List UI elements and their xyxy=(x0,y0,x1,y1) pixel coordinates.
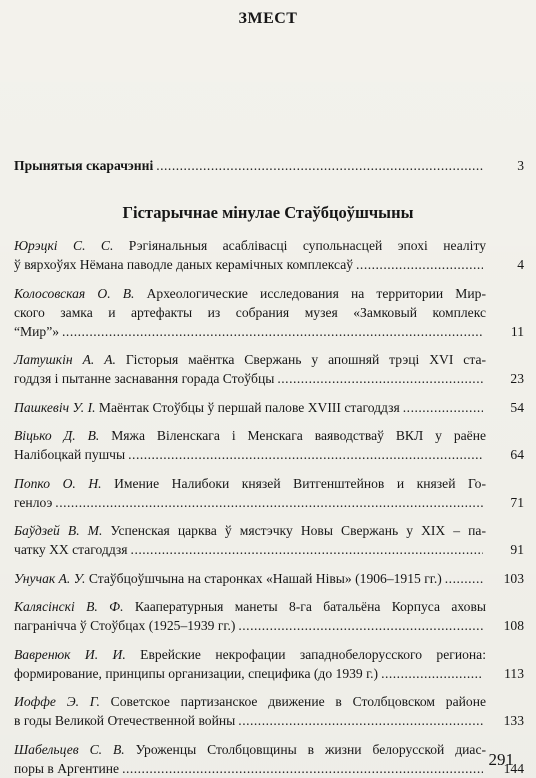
dot-leader xyxy=(156,156,483,175)
dot-leader xyxy=(238,711,483,730)
entry-page-number: 71 xyxy=(510,494,524,510)
entry-title-line xyxy=(14,350,486,369)
preface-title: Прынятыя скарачэнні xyxy=(14,158,154,173)
entry-last-line xyxy=(14,493,486,512)
entry-author: Шабельцев С. В. xyxy=(14,741,125,757)
entry-page-number: 54 xyxy=(510,399,524,415)
entry-title-text: “Мир”» xyxy=(14,323,60,339)
section-title: Гістарычнае мінулае Стаўбцоўшчыны xyxy=(122,203,414,222)
entry-last-line xyxy=(14,616,486,635)
entry-title-line xyxy=(14,645,486,664)
entry-author: Попко О. Н. xyxy=(14,475,102,491)
entry-title-line xyxy=(14,692,486,711)
toc-entry[interactable] xyxy=(14,284,524,341)
entry-title-text: Рэгіянальныя асаблівасці супольнасцей эпохі неаліту xyxy=(128,238,487,253)
entry-title-text: Археологические исследования на территории Мир- xyxy=(146,285,486,301)
dot-leader xyxy=(122,759,483,778)
entry-title-text: поры в Аргентине xyxy=(14,760,120,776)
toc-entry[interactable] xyxy=(14,740,524,778)
dot-leader xyxy=(238,616,483,635)
entry-title-text: Стаўбцоўшчына на старонках «Нашай Нівы» (1906–1915 гг.) xyxy=(88,570,442,586)
entry-page-number: 64 xyxy=(510,447,524,462)
entry-page-number: 144 xyxy=(503,760,524,776)
entry-last-line xyxy=(14,664,486,683)
entry-author: Пашкевіч У. І. xyxy=(14,399,96,415)
entry-author: Баўдзей В. М. xyxy=(14,523,103,538)
entry-page-number: 11 xyxy=(510,323,524,339)
entry-last-line xyxy=(14,759,486,778)
entry-title-line xyxy=(14,236,486,255)
entry-last-line xyxy=(14,322,486,341)
entry-last-line xyxy=(14,445,486,464)
entry-author: Иоффе Э. Г. xyxy=(14,694,100,709)
entry-last-line xyxy=(14,711,486,730)
toc-entry[interactable] xyxy=(14,474,524,512)
entry-author: Унучак А. У. xyxy=(14,570,86,586)
toc-entry[interactable] xyxy=(14,426,524,464)
entry-title-line xyxy=(14,597,486,616)
entry-author: Вавренюк И. И. xyxy=(14,646,126,662)
entry-page-number: 113 xyxy=(504,665,524,681)
toc-entry[interactable] xyxy=(14,692,524,730)
entry-title-text: Гісторыя маёнтка Свержань у апошняй трэці XVI ста- xyxy=(125,352,487,367)
entry-title-line xyxy=(14,303,486,322)
entry-title-line xyxy=(14,426,486,445)
dot-leader xyxy=(131,540,483,559)
entry-author: Латушкін А. А. xyxy=(14,352,116,367)
toc-entry[interactable] xyxy=(14,569,524,588)
toc-entry[interactable] xyxy=(14,597,524,635)
entry-title-line xyxy=(14,521,486,540)
preface-page: 3 xyxy=(517,158,524,173)
dot-leader xyxy=(62,322,483,341)
entry-page-number: 4 xyxy=(517,257,524,272)
entry-page-number: 108 xyxy=(503,618,524,633)
entry-title-text: Маёнтак Стоўбцы ў першай палове XVIII стагоддзя xyxy=(98,399,400,415)
entry-last-line xyxy=(14,540,486,559)
entry-author: Юрэцкі С. С. xyxy=(14,238,114,253)
entry-page-number: 23 xyxy=(510,371,524,386)
entry-title-text: Успенская царква ў мястэчку Новы Свержань у XIX – па- xyxy=(110,523,486,538)
entry-title-text: Имение Налибоки князей Витгенштейнов и князей Го- xyxy=(114,475,486,491)
entry-title-text: формирование, принципы организации, специфика (до 1939 г.) xyxy=(14,665,379,681)
toc-entry-preface[interactable] xyxy=(14,156,524,175)
entry-title-text: ў вярхоўях Нёмана паводле даных керамічных комплексаў xyxy=(14,257,354,272)
entry-title-text: Еврейские некрофации западнобелорусского региона: xyxy=(140,646,486,662)
entry-page-number: 91 xyxy=(510,542,524,557)
entry-title-text: годдзя і пытанне заснавання горада Стоўбцы xyxy=(14,371,275,386)
entry-title-text: Советское партизанское движение в Столбцовском районе xyxy=(110,694,487,709)
entry-title-text: Уроженцы Столбцовщины в жизни белорусской диас- xyxy=(135,741,486,757)
entry-last-line xyxy=(14,369,486,388)
toc-entry[interactable] xyxy=(14,236,524,274)
toc-entry[interactable] xyxy=(14,645,524,683)
entry-last-line xyxy=(14,255,486,274)
dot-leader xyxy=(381,664,483,683)
entry-title-text: генлоэ xyxy=(14,494,53,510)
entry-title-text: ского замка и артефакты из собрания музея «Замковый комплекс xyxy=(14,304,486,320)
dot-leader xyxy=(55,493,483,512)
entry-title-text: в годы Великой Отечественной войны xyxy=(14,713,236,728)
entry-page-number: 133 xyxy=(503,713,524,728)
entry-title-text: Налібоцкай пушчы xyxy=(14,447,126,462)
entry-last-line xyxy=(14,398,486,417)
contents-heading: ЗМЕСТ xyxy=(238,10,298,27)
entry-title-line xyxy=(14,740,486,759)
entry-last-line xyxy=(14,569,486,588)
toc-entry[interactable] xyxy=(14,350,524,388)
entry-author: Віцько Д. В. xyxy=(14,428,100,443)
page-number: 291 xyxy=(488,750,514,769)
entry-title-line xyxy=(14,474,486,493)
dot-leader xyxy=(277,369,483,388)
entry-title-line xyxy=(14,284,486,303)
entry-title-text: Каапературныя манеты 8-га батальёна Корпуса аховы xyxy=(134,599,487,614)
entry-author: Калясінскі В. Ф. xyxy=(14,599,124,614)
toc-entry[interactable] xyxy=(14,521,524,559)
entry-title-text: пагранічча ў Стоўбцах (1925–1939 гг.) xyxy=(14,618,236,633)
dot-leader xyxy=(403,398,483,417)
entry-author: Колосовская О. В. xyxy=(14,285,135,301)
dot-leader xyxy=(356,255,483,274)
dot-leader xyxy=(128,445,483,464)
entry-title-text: Мяжа Віленскага і Менскага ваяводстваў ВКЛ у раёне xyxy=(111,428,487,443)
entry-page-number: 103 xyxy=(503,570,524,586)
entry-title-text: чатку XX стагоддзя xyxy=(14,542,128,557)
toc-entry[interactable] xyxy=(14,398,524,417)
dot-leader xyxy=(445,569,483,588)
